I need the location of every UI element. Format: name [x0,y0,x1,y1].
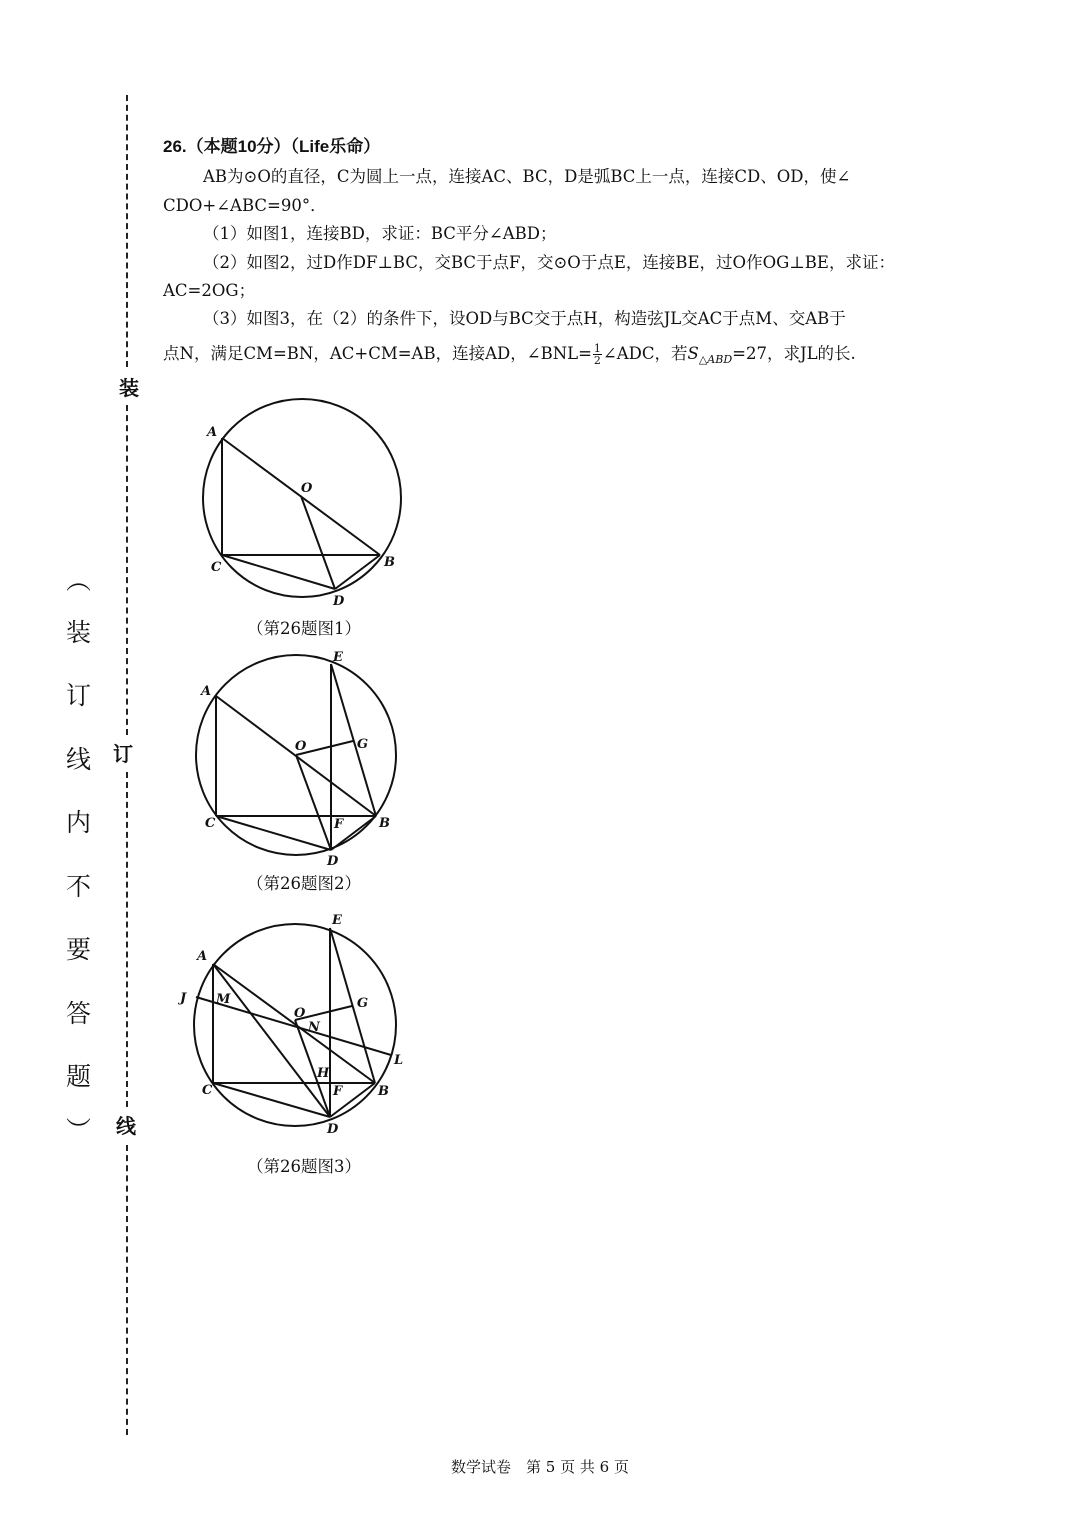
point-label-b: B [378,1084,389,1099]
margin-char: 线 [66,745,92,774]
segment-ab [213,964,375,1083]
problem-part-1: （1）如图1，连接BD，求证：BC平分∠ABD； [203,224,557,243]
problem-text-line: AB为⊙O的直径，C为圆上一点，连接AC、BC，D是弧BC上一点，连接CD、OD，使∠ [203,167,851,186]
fraction-denominator: 2 [593,354,601,367]
figure-2-caption: （第26题图2） [247,874,361,893]
problem-text-segment: 点N，满足CM=BN，AC+CM=AB，连接AD，∠BNL= [163,344,592,363]
binding-marker-xian: 线 [116,1114,136,1138]
point-label-a: A [207,425,218,440]
point-label-b: B [384,555,395,570]
point-label-e: E [332,913,342,928]
point-label-d: D [333,594,345,609]
binding-dashed-line-low [126,772,128,1107]
point-label-o: O [301,481,313,496]
point-label-c: C [205,816,216,831]
segment-cd [213,1083,330,1117]
area-subscript: △ABD [698,353,733,366]
margin-paren-close: ︶ [66,1116,92,1145]
point-label-g: G [357,996,369,1011]
binding-dashed-line-top [126,95,128,367]
margin-paren-open: ︵ [66,566,92,595]
margin-char: 题 [66,1062,92,1091]
figure-3-caption: （第26题图3） [247,1157,361,1176]
point-label-c: C [211,560,222,575]
point-label-n: N [308,1020,320,1035]
problem-part-3-cont [163,340,856,366]
problem-part-3: （3）如图3，在（2）的条件下，设OD与BC交于点H，构造弦JL交AC于点M、交AB于 [203,309,846,328]
point-label-m: M [216,992,231,1007]
segment-eb [330,928,375,1083]
problem-text-segment: =27，求JL的长. [732,344,856,363]
problem-part-2-cont: AC=2OG； [163,281,256,300]
binding-dashed-line-mid [126,405,128,735]
point-label-e: E [333,650,343,665]
point-label-j: J [180,991,187,1006]
figure-1-caption: （第26题图1） [247,619,361,638]
margin-char: 内 [66,808,92,837]
problem-part-2: （2）如图2，过D作DF⊥BC，交BC于点F，交⊙O于点E，连接BE，过O作OG⊥BE，求证： [203,253,895,272]
margin-char: 装 [66,618,92,647]
margin-char: 答 [66,999,92,1028]
point-label-f: F [333,1084,343,1099]
problem-text-line: CDO+∠ABC=90°． [163,196,327,215]
segment-cd [222,555,335,589]
point-label-c: C [202,1083,213,1098]
binding-marker-zhuang: 装 [119,376,139,400]
point-label-d: D [327,1122,339,1137]
page-footer: 数学试卷 第 5 页 共 6 页 [451,1458,629,1476]
point-label-d: D [327,854,339,869]
point-label-o: O [295,739,307,754]
segment-ad [213,964,330,1117]
margin-char: 订 [66,681,92,710]
area-symbol: S [687,344,699,363]
point-label-l: L [394,1053,404,1068]
figure-2 [185,645,415,870]
point-label-o: O [294,1006,306,1021]
figure-3 [170,908,415,1143]
point-label-h: H [317,1066,330,1081]
problem-title: 26.（本题10分）（Life乐命） [163,137,381,156]
point-label-a: A [197,949,208,964]
fraction-numerator: 1 [593,342,601,355]
point-label-b: B [379,816,390,831]
fraction-half [593,343,602,366]
figure-1 [185,390,425,615]
margin-char: 不 [66,872,92,901]
margin-char: 要 [66,935,92,964]
segment-bd [335,555,380,589]
problem-text-segment: ∠ADC，若 [602,344,688,363]
binding-marker-ding: 订 [113,742,133,766]
point-label-a: A [201,684,212,699]
binding-dashed-line-bottom [126,1145,128,1435]
point-label-g: G [357,737,369,752]
point-label-f: F [334,817,344,832]
